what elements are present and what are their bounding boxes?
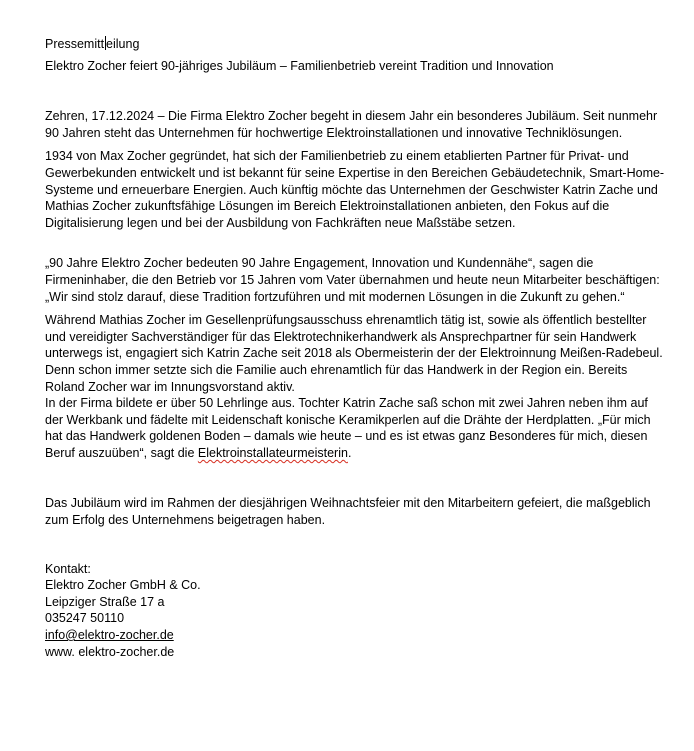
engagement-text: Während Mathias Zocher im Gesellenprüfungsausschuss ehrenamtlich tätig ist, sowie als öffentlich bestellter und vereidigter Sachverständiger für das Elektrotechnikerhandwerk als Ansprechpartner für sein Handwerk unterwegs ist, engagiert sich Katrin Zache seit 2018 als Obermeisterin der der Elektroinnung Meißen-Radebeul. Denn schon immer setzte sich die Familie auch ehrenamtlich für das Handwerk in der Region ein. Bereits Roland Zocher war im Innungsvorstand aktiv.	[45, 313, 663, 394]
paragraph-celebration: Das Jubiläum wird im Rahmen der diesjährigen Weihnachtsfeier mit den Mitarbeitern gefeiert, die maßgeblich zum Erfolg des Unternehmens beigetragen haben.	[45, 496, 651, 528]
contact-phone: 035247 50110	[45, 611, 125, 626]
paragraph-quote: „90 Jahre Elektro Zocher bedeuten 90 Jahre Engagement, Innovation und Kundennähe“, sagen die Firmeninhaber, die den Betrieb vor 15 Jahren vom Vater übernahmen und heute neun Mitarbeiter beschäftigen: „Wir sind stolz darauf, diese Tradition fortzuführen und mit modernen Lösungen in die Zukunft zu gehen.“	[45, 256, 660, 304]
headline: Elektro Zocher feiert 90-jähriges Jubiläum – Familienbetrieb vereint Tradition und Innovation	[45, 58, 554, 73]
paragraph-history: 1934 von Max Zocher gegründet, hat sich der Familienbetrieb zu einem etablierten Partner für Privat- und Gewerbekunden entwickelt und ist bekannt für seine Expertise in den Bereichen Gebäudetechnik, Smart-Home-Systeme und erneuerbare Energien. Auch künftig möchte das Unternehmen der Geschwister Katrin Zache und Mathias Zocher zukunftsfähige Lösungen im Bereich Elektroinstallationen anbieten, den Fokus auf die Digitalisierung legen und bei der Ausbildung von Fachkräften neue Maßstäbe setzen.	[45, 149, 665, 230]
label-part-2: eilung	[106, 37, 140, 51]
sentence-end: .	[347, 445, 352, 460]
document-label	[45, 36, 665, 53]
contact-block	[45, 561, 665, 661]
contact-website: www. elektro-zocher.de	[45, 644, 175, 659]
paragraph-engagement	[45, 312, 665, 461]
contact-heading: Kontakt:	[45, 561, 91, 576]
paragraph-intro: Zehren, 17.12.2024 – Die Firma Elektro Zocher begeht in diesem Jahr ein besonderes Jubiläum. Seit nunmehr 90 Jahren steht das Unternehmen für hochwertige Elektroinstallationen und innovative Techniklösungen.	[45, 109, 658, 140]
apprentice-text: In der Firma bildete er über 50 Lehrlinge aus. Tochter Katrin Zache saß schon mit zwei Jahren neben ihm auf der Werkbank und fädelte mit Leidenschaft konische Keramikperlen auf die Drähte der Herdplatten. „Für mich hat das Handwerk goldenen Boden – damals wie heute – und es ist etwas ganz Besonderes für mich, diesen Beruf auszuüben“, sagt die	[45, 396, 651, 460]
label-part-1: Pressemitt	[45, 37, 105, 51]
contact-street: Leipziger Straße 17 a	[45, 594, 165, 609]
document-page[interactable]	[45, 36, 665, 660]
contact-email-link[interactable]: info@elektro-zocher.de	[45, 628, 174, 643]
contact-company: Elektro Zocher GmbH & Co.	[45, 578, 201, 593]
spellcheck-word[interactable]: Elektroinstallateurmeisterin	[197, 445, 348, 460]
